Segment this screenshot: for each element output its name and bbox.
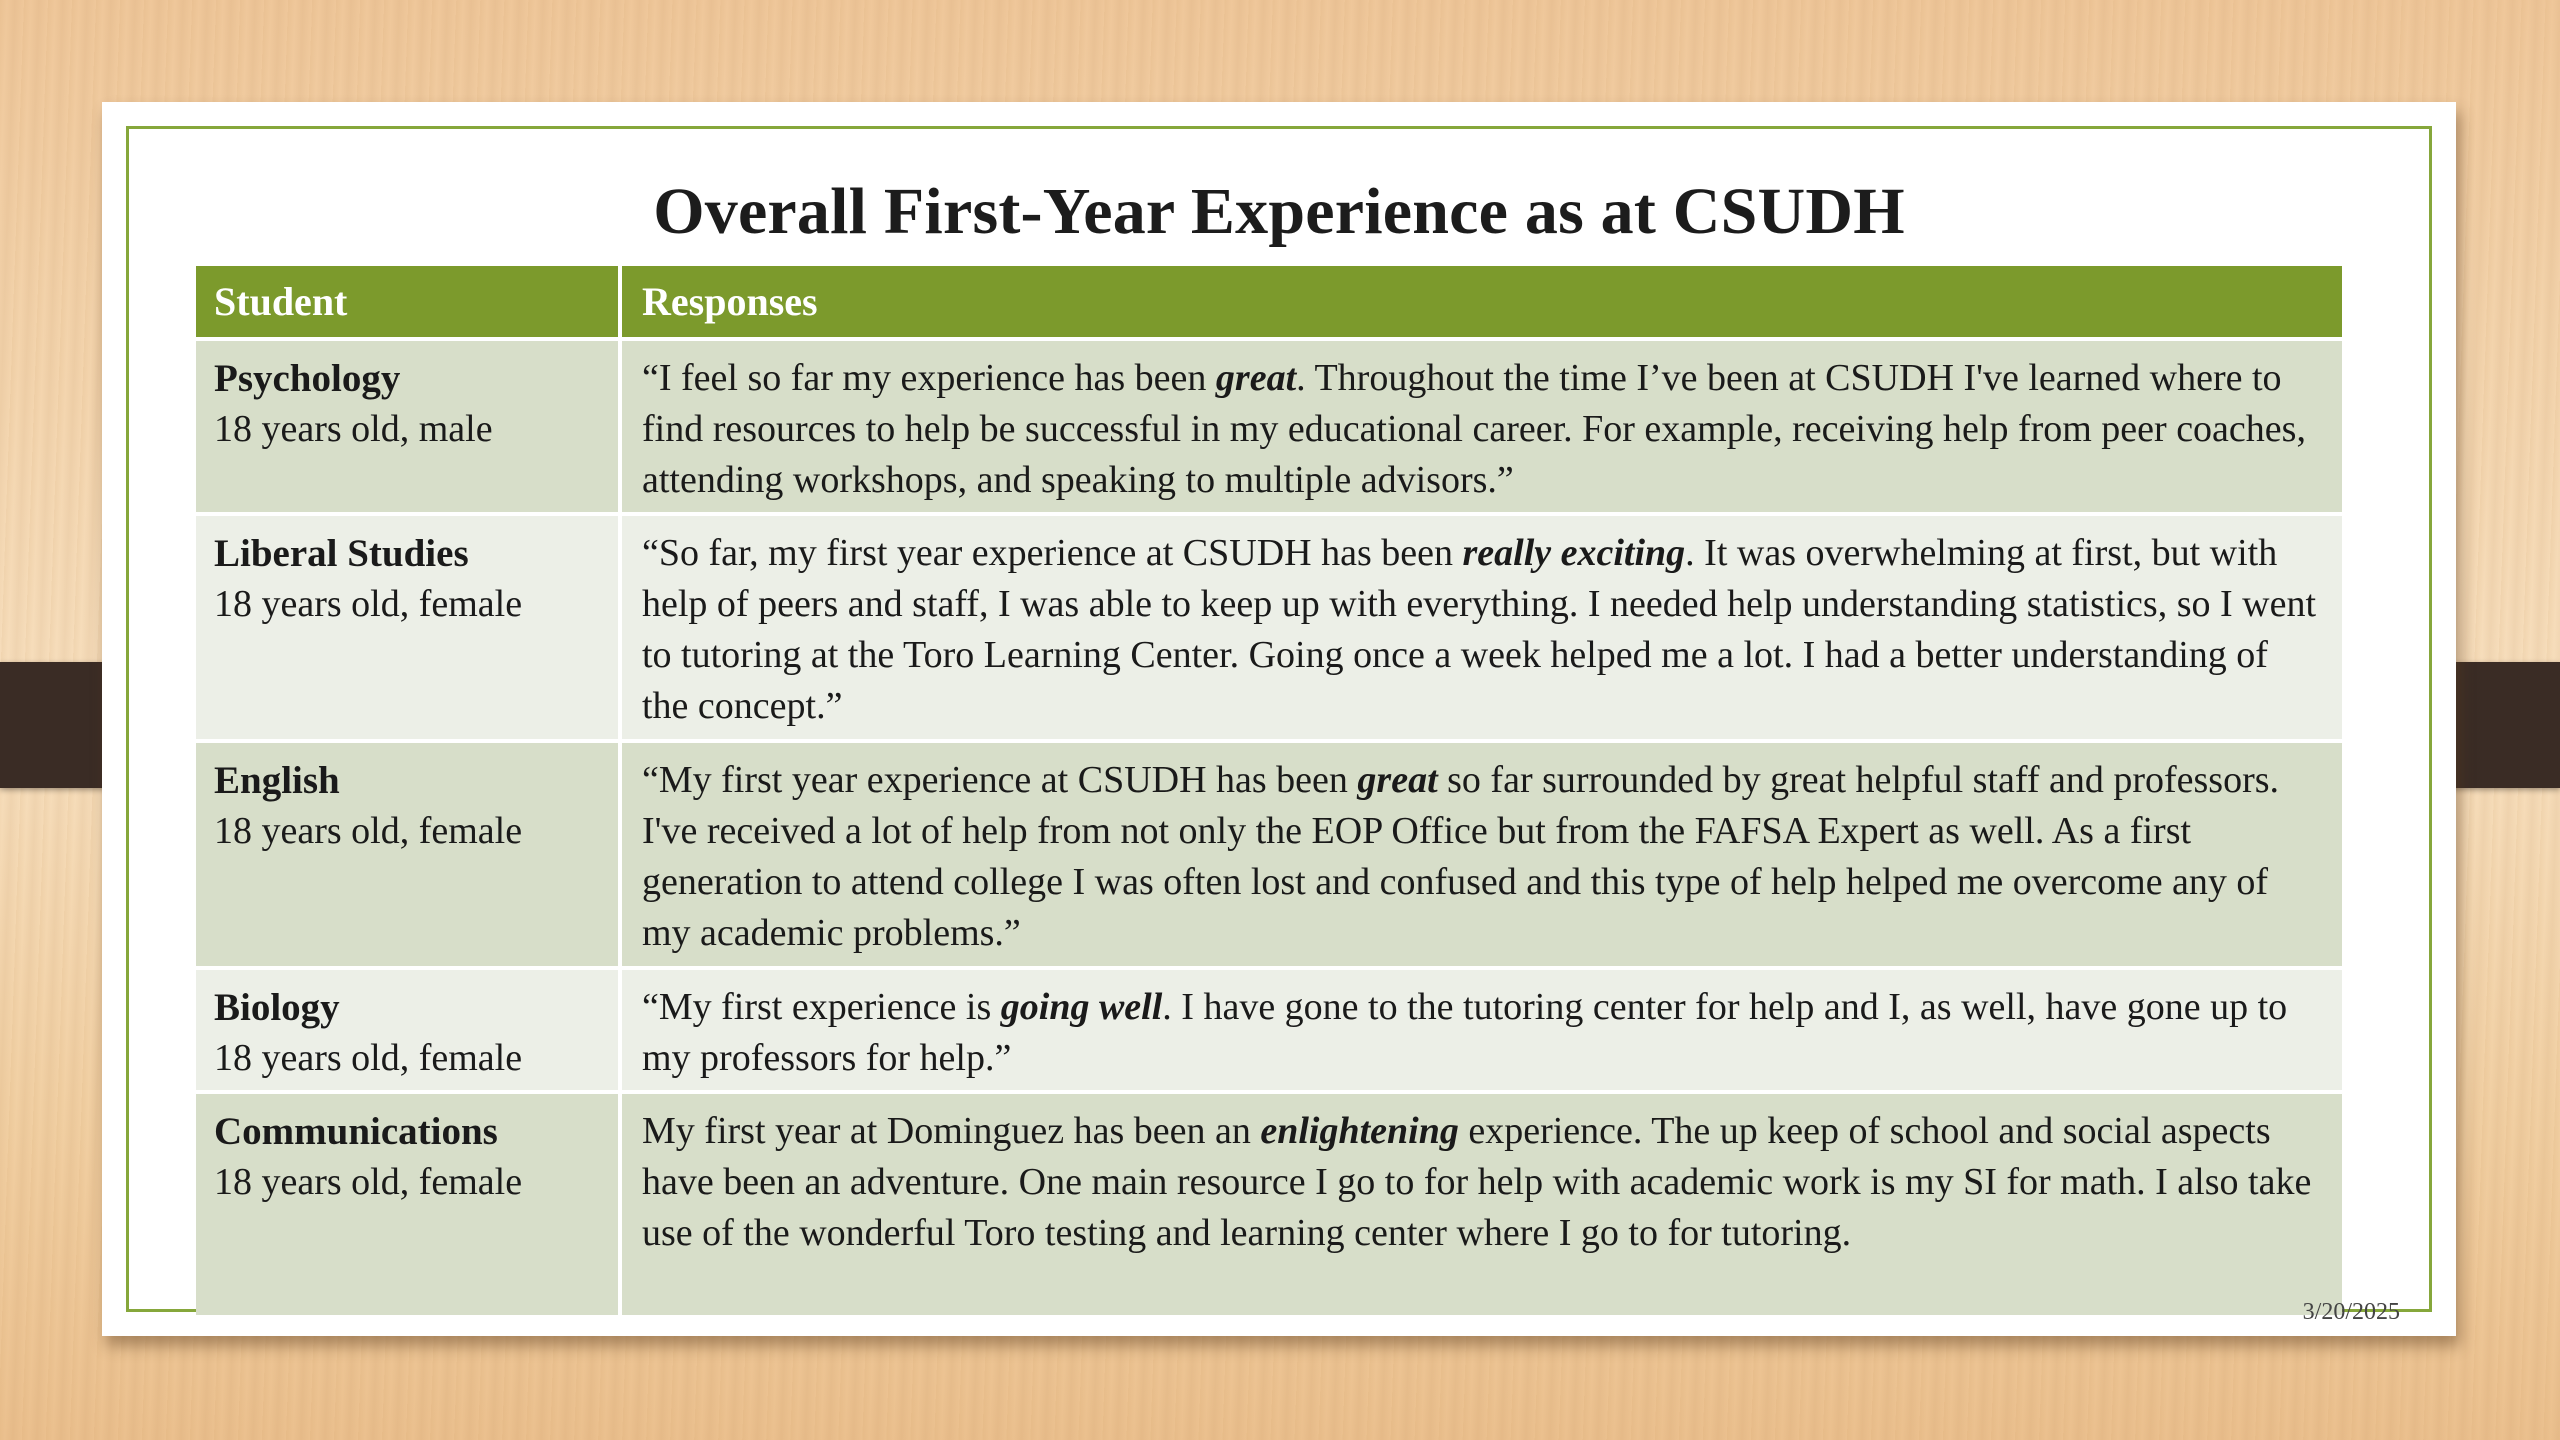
response-cell <box>622 1094 2342 1315</box>
response-emphasis: enlightening <box>1260 1110 1459 1152</box>
response-cell <box>622 341 2342 512</box>
student-detail: 18 years old, female <box>214 810 523 852</box>
header-student: Student <box>196 266 622 337</box>
response-cell <box>622 743 2342 966</box>
student-major: Communications <box>214 1110 498 1153</box>
student-cell <box>196 341 622 512</box>
table-row <box>196 341 2342 516</box>
student-major: English <box>214 759 340 802</box>
student-detail: 18 years old, male <box>214 408 493 450</box>
student-major: Biology <box>214 986 340 1029</box>
student-detail: 18 years old, female <box>214 583 523 625</box>
student-cell <box>196 743 622 966</box>
response-cell <box>622 516 2342 739</box>
header-responses: Responses <box>642 279 818 324</box>
student-cell <box>196 1094 622 1315</box>
slide-title: Overall First-Year Experience as at CSUDH <box>653 175 1905 248</box>
slide <box>102 102 2456 1336</box>
table-row <box>196 1094 2342 1315</box>
response-cell <box>622 970 2342 1090</box>
table-row <box>196 516 2342 743</box>
response-text: My first year at Dominguez has been an enlightening experience. The up keep of school and social aspects have been an adventure. One main resource I go to for help with academic work is my SI for math. I also take use of the wonderful Toro testing and learning center where I go to for tutoring. <box>642 1110 2312 1254</box>
responses-table <box>196 266 2342 1315</box>
table-row <box>196 743 2342 970</box>
response-text: “I feel so far my experience has been great. Throughout the time I’ve been at CSUDH I've learned where to find resources to help be successful in my educational career. For example, receiving help from peer coaches, attending workshops, and speaking to multiple advisors.” <box>642 357 2306 501</box>
table-row <box>196 970 2342 1094</box>
slide-date: 3/20/2025 <box>2302 1299 2400 1325</box>
student-major: Liberal Studies <box>214 532 469 575</box>
response-text: “My first experience is going well. I have gone to the tutoring center for help and I, as well, have gone up to my professors for help.” <box>642 986 2288 1079</box>
response-emphasis: really exciting <box>1462 532 1686 574</box>
response-text: “My first year experience at CSUDH has been great so far surrounded by great helpful staff and professors. I've received a lot of help from not only the EOP Office but from the FAFSA Expert as well. As a first generation to attend college I was often lost and confused and this type of help helped me overcome any of my academic problems.” <box>642 759 2280 954</box>
response-emphasis: great <box>1357 759 1438 801</box>
table-header-row <box>196 266 2342 341</box>
student-cell <box>196 970 622 1090</box>
student-cell <box>196 516 622 739</box>
response-text: “So far, my first year experience at CSUDH has been really exciting. It was overwhelming at first, but with help of peers and staff, I was able to keep up with everything. I needed help understanding statistics, so I went to tutoring at the Toro Learning Center. Going once a week helped me a lot. I had a better understanding of the concept.” <box>642 532 2317 727</box>
response-emphasis: great <box>1215 357 1297 399</box>
student-major: Psychology <box>214 357 401 400</box>
student-detail: 18 years old, female <box>214 1037 523 1079</box>
student-detail: 18 years old, female <box>214 1161 523 1203</box>
response-emphasis: going well <box>1000 986 1163 1028</box>
